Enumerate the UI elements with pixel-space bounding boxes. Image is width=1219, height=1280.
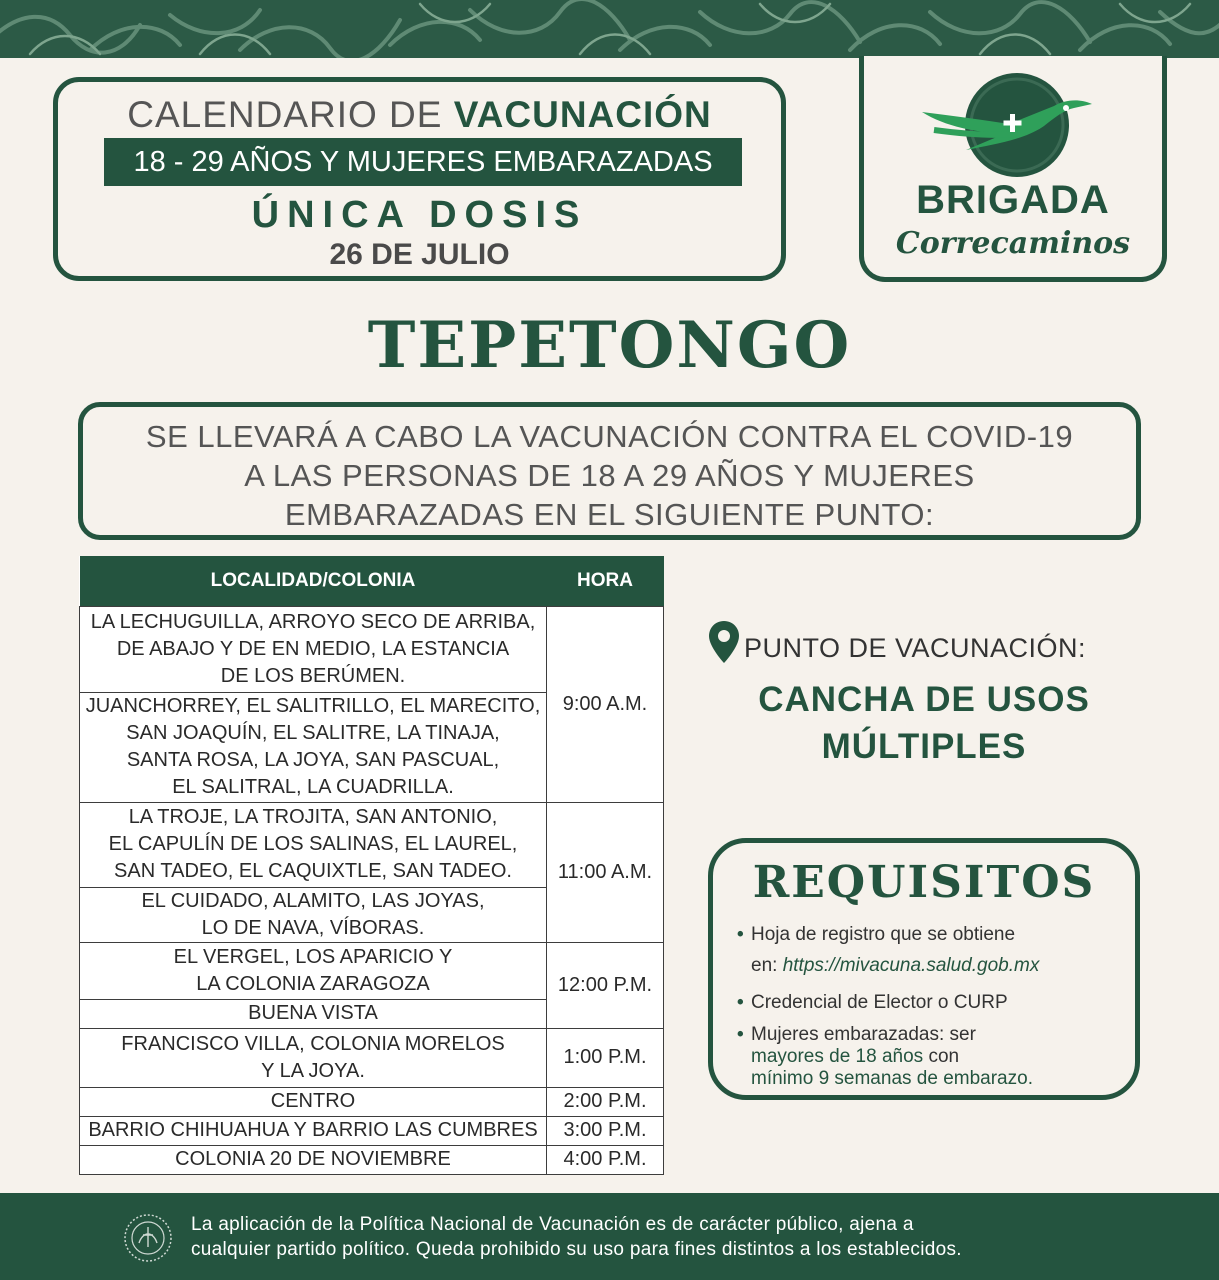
disclaimer-line: cualquier partido político. Queda prohibido su uso para fines distintos a los establecidos.: [191, 1239, 962, 1260]
requirements-list: [737, 919, 1131, 1090]
column-header-hour: HORA: [547, 556, 664, 606]
hour-cell: 12:00 P.M.: [547, 942, 664, 1028]
locality-line: FRANCISCO VILLA, COLONIA MORELOS: [121, 1032, 505, 1055]
table-row: [80, 1116, 664, 1145]
roadrunner-logo-icon: [914, 70, 1114, 180]
locality-line: BUENA VISTA: [248, 1002, 378, 1024]
locality-line: Y LA JOYA.: [261, 1059, 365, 1082]
locality-cell: [80, 942, 547, 999]
age-group-banner: 18 - 29 AÑOS Y MUJERES EMBARAZADAS: [104, 138, 742, 186]
hour-cell: 1:00 P.M.: [547, 1028, 664, 1087]
locality-cell: [80, 606, 547, 692]
place-line: MÚLTIPLES: [821, 727, 1027, 766]
locality-line: SANTA ROSA, LA JOYA, SAN PASCUAL,: [126, 749, 500, 771]
locality-line: LA TROJE, LA TROJITA, SAN ANTONIO,: [128, 806, 498, 828]
list-item: [737, 919, 1131, 950]
table-row: [80, 1145, 664, 1174]
hour-cell: 2:00 P.M.: [547, 1087, 664, 1116]
locality-line: DE ABAJO Y DE EN MEDIO, LA ESTANCIA: [116, 637, 510, 660]
national-seal-icon: [123, 1213, 173, 1263]
hour-cell: 3:00 P.M.: [547, 1116, 664, 1145]
pattern-icon: [0, 0, 1219, 58]
bullet-icon: •: [737, 924, 744, 945]
locality-cell: [80, 1116, 547, 1145]
calendar-header-card: [53, 77, 786, 281]
notice-line: EMBARAZADAS EN EL SIGUIENTE PUNTO:: [284, 497, 935, 532]
bullet-icon: •: [737, 1024, 744, 1045]
locality-cell: [80, 1087, 547, 1116]
dose-label: ÚNICA DOSIS: [251, 194, 588, 236]
table-header-row: [80, 556, 664, 606]
table-row: [80, 1028, 664, 1087]
requirement-text: en:: [751, 955, 783, 976]
disclaimer-text: [191, 1212, 1171, 1262]
locality-line: DE LOS BERÚMEN.: [220, 664, 406, 687]
place-line: CANCHA DE USOS: [758, 680, 1090, 719]
requirement-text: Mujeres embarazadas: ser: [751, 1024, 976, 1045]
locality-line: EL CUIDADO, ALAMITO, LAS JOYAS,: [141, 889, 485, 912]
table-row: [80, 1087, 664, 1116]
list-item: [751, 1046, 1131, 1068]
list-item: [737, 987, 1131, 1018]
list-item: [751, 950, 1131, 981]
requirement-text: Credencial de Elector o CURP: [751, 992, 1008, 1013]
town-name: TEPETONGO: [367, 308, 852, 383]
table-row: [80, 942, 664, 999]
table-row: [80, 802, 664, 887]
list-item: [751, 1068, 1131, 1090]
brigade-subname: Correcaminos: [895, 226, 1131, 261]
locality-cell: [80, 999, 547, 1028]
locality-line: LA COLONIA ZARAGOZA: [196, 972, 430, 995]
requirement-highlight: mayores de 18 años: [751, 1046, 924, 1067]
requirement-text: Hoja de registro que se obtiene: [751, 924, 1016, 945]
locality-line: EL VERGEL, LOS APARICIO Y: [173, 945, 453, 968]
locality-cell: [80, 1028, 547, 1087]
locality-cell: [80, 1145, 547, 1174]
bullet-icon: •: [737, 992, 744, 1013]
locality-line: JUANCHORREY, EL SALITRILLO, EL MARECITO,: [85, 695, 541, 717]
hour-cell: 4:00 P.M.: [547, 1145, 664, 1174]
locality-line: BARRIO CHIHUAHUA Y BARRIO LAS CUMBRES: [88, 1119, 538, 1141]
brigade-name: BRIGADA: [916, 178, 1110, 222]
brigade-card: [859, 56, 1167, 282]
vaccination-point-label: PUNTO DE VACUNACIÓN:: [744, 633, 1087, 663]
locality-line: EL CAPULÍN DE LOS SALINAS, EL LAUREL,: [108, 833, 518, 855]
requirement-highlight: mínimo 9 semanas de embarazo.: [751, 1068, 1033, 1089]
locality-cell: [80, 802, 547, 887]
notice-line: SE LLEVARÁ A CABO LA VACUNACIÓN CONTRA EL COVID-19: [145, 419, 1074, 454]
locality-line: EL SALITRAL, LA CUADRILLA.: [172, 776, 454, 798]
locality-cell: [80, 887, 547, 942]
locality-line: CENTRO: [270, 1090, 356, 1112]
list-item: [737, 1024, 1131, 1046]
notice-line: A LAS PERSONAS DE 18 A 29 AÑOS Y MUJERES: [244, 458, 975, 493]
hour-cell: 9:00 A.M.: [547, 606, 664, 802]
locality-cell: [80, 692, 547, 802]
locality-line: LA LECHUGUILLA, ARROYO SECO DE ARRIBA,: [90, 610, 536, 633]
registration-link[interactable]: https://mivacuna.salud.gob.mx: [782, 955, 1040, 976]
location-pin-icon: [708, 620, 740, 664]
locality-line: COLONIA 20 DE NOVIEMBRE: [175, 1148, 451, 1170]
locality-line: LO DE NAVA, VÍBORAS.: [201, 916, 425, 939]
vaccination-point-place: [700, 676, 1148, 770]
notice-box: [78, 402, 1141, 540]
requirements-card: [708, 838, 1140, 1100]
calendar-title-prefix: CALENDARIO DE: [127, 94, 454, 135]
column-header-locality: LOCALIDAD/COLONIA: [80, 556, 547, 606]
calendar-title: [58, 94, 781, 136]
requirements-title: REQUISITOS: [752, 857, 1096, 908]
requirement-text: con: [923, 1046, 960, 1067]
calendar-title-strong: VACUNACIÓN: [453, 94, 712, 135]
locality-line: SAN JOAQUÍN, EL SALITRE, LA TINAJA,: [126, 722, 500, 744]
vaccination-date: 26 DE JULIO: [329, 238, 510, 271]
decorative-pattern-band: [0, 0, 1219, 58]
table-row: [80, 606, 664, 692]
hour-cell: 11:00 A.M.: [547, 802, 664, 942]
disclaimer-line: La aplicación de la Política Nacional de Vacunación es de carácter público, ajena a: [191, 1214, 914, 1235]
footer-band: [0, 1193, 1219, 1280]
locality-line: SAN TADEO, EL CAQUIXTLE, SAN TADEO.: [114, 860, 512, 882]
schedule-table: [79, 556, 664, 1175]
